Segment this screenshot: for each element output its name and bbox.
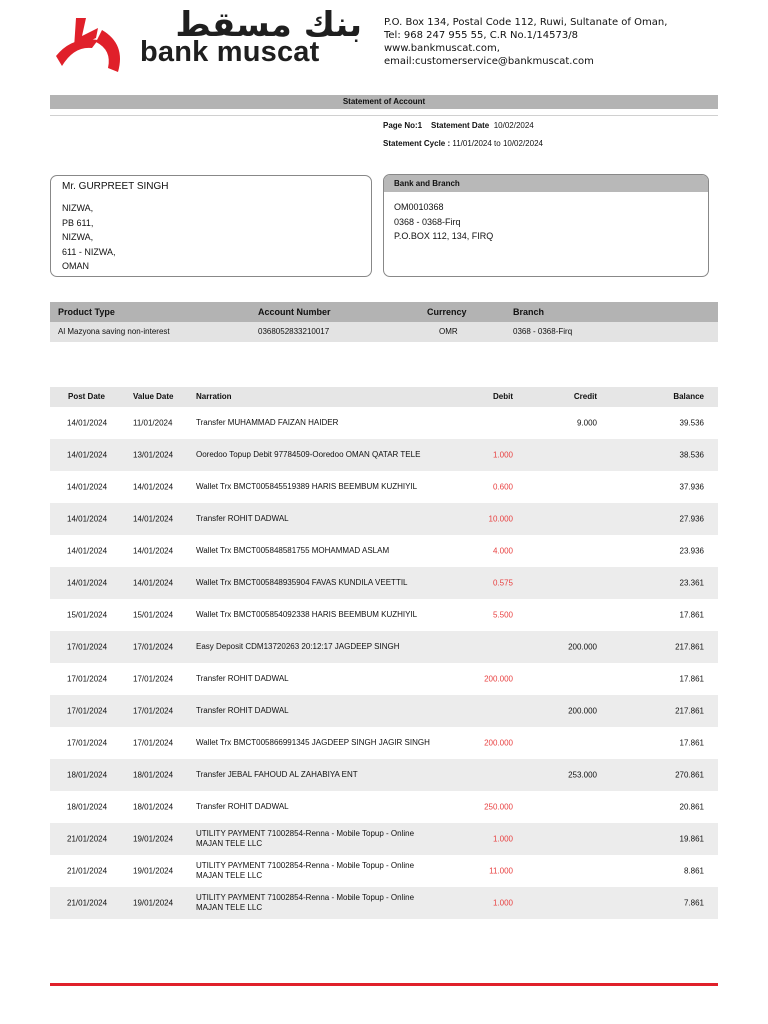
narration: Wallet Trx BMCT005848935904 FAVAS KUNDILA VEETTIL [196,578,408,587]
balance-amount: 8.861 [683,866,704,876]
debit-amount: 1.000 [492,898,513,908]
post-date: 17/01/2024 [67,738,108,748]
bank-branch-line: 0368 - 0368-Firq [394,216,461,227]
post-date: 17/01/2024 [67,674,108,684]
statement-meta-cycle [383,139,543,148]
table-row [50,567,718,599]
balance-amount: 17.861 [679,738,704,748]
value-date: 17/01/2024 [133,706,174,716]
value-date: 14/01/2024 [133,546,174,556]
account-number-value: 0368052833210017 [258,327,330,336]
product-type-value: Al Mazyona saving non-interest [58,327,170,336]
table-row [50,599,718,631]
table-row [50,727,718,759]
currency-value: OMR [439,327,458,336]
table-row [50,887,718,919]
value-date: 14/01/2024 [133,482,174,492]
debit-amount: 1.000 [492,450,513,460]
post-date: 21/01/2024 [67,834,108,844]
narration: UTILITY PAYMENT 71002854-Renna - Mobile Topup - Online MAJAN TELE LLC [196,829,415,848]
narration: Transfer ROHIT DADWAL [196,674,289,683]
balance-amount: 20.861 [679,802,704,812]
balance-amount: 37.936 [679,482,704,492]
table-row [50,663,718,695]
balance-amount: 7.861 [683,898,704,908]
value-date: 14/01/2024 [133,578,174,588]
value-date: 18/01/2024 [133,770,174,780]
balance-amount: 19.861 [679,834,704,844]
narration: Transfer ROHIT DADWAL [196,706,289,715]
post-date: 14/01/2024 [67,450,108,460]
table-row [50,439,718,471]
table-row [50,407,718,439]
narration: Transfer ROHIT DADWAL [196,802,289,811]
value-date: 17/01/2024 [133,738,174,748]
narration: UTILITY PAYMENT 71002854-Renna - Mobile Topup - Online MAJAN TELE LLC [196,861,415,880]
debit-amount: 250.000 [484,802,513,812]
narration: Transfer ROHIT DADWAL [196,514,289,523]
post-date: 15/01/2024 [67,610,108,620]
post-date: 18/01/2024 [67,802,108,812]
debit-amount: 5.500 [492,610,513,620]
customer-address [62,201,116,274]
debit-amount: 200.000 [484,738,513,748]
table-row [50,695,718,727]
narration: Wallet Trx BMCT005845519389 HARIS BEEMBUM KUZHIYIL [196,482,418,491]
post-date: 21/01/2024 [67,866,108,876]
customer-address-line: 611 - NIZWA, [62,246,116,257]
email-link[interactable]: email:customerservice@bankmuscat.com [384,56,594,67]
narration: Transfer JEBAL FAHOUD AL ZAHABIYA ENT [196,770,358,779]
credit-amount: 200.000 [568,706,597,716]
transactions-table-header [50,387,718,407]
transactions-table-body [50,407,718,919]
debit-amount: 1.000 [492,834,513,844]
narration: Wallet Trx BMCT005854092338 HARIS BEEMBUM KUZHIYIL [196,610,418,619]
value-date: 15/01/2024 [133,610,174,620]
address-line: Tel: 968 247 955 55, C.R No.1/14573/8 [384,30,578,41]
page-value: 1 [417,121,423,130]
col-value-date: Value Date [133,392,174,401]
col-currency: Currency [427,307,467,317]
narration: Easy Deposit CDM13720263 20:12:17 JAGDEEP SINGH [196,642,400,651]
bank-name: bank muscat [140,36,320,68]
narration: Wallet Trx BMCT005866991345 JAGDEEP SINGH JAGIR SINGH [196,738,430,747]
col-branch: Branch [513,307,545,317]
col-account-number: Account Number [258,307,331,317]
address-line: P.O. Box 134, Postal Code 112, Ruwi, Sultanate of Oman, [384,17,668,28]
col-post-date: Post Date [68,392,105,401]
credit-amount: 9.000 [576,418,597,428]
narration: Ooredoo Topup Debit 97784509-Ooredoo OMAN QATAR TELE [196,450,421,459]
statement-cycle-label: Statement Cycle : [383,139,451,148]
bank-branch-line: OM0010368 [394,202,444,212]
website-link[interactable]: www.bankmuscat.com, [384,43,500,54]
account-table-header [50,302,718,322]
value-date: 13/01/2024 [133,450,174,460]
credit-amount: 200.000 [568,642,597,652]
value-date: 18/01/2024 [133,802,174,812]
svg-text:بنك مسقط: بنك مسقط [175,5,362,42]
post-date: 14/01/2024 [67,546,108,556]
customer-address-line: PB 611, [62,217,94,228]
debit-amount: 0.575 [492,578,513,588]
balance-amount: 23.936 [679,546,704,556]
value-date: 17/01/2024 [133,674,174,684]
post-date: 17/01/2024 [67,706,108,716]
bank-muscat-logo-icon [52,14,132,78]
balance-amount: 17.861 [679,674,704,684]
post-date: 17/01/2024 [67,642,108,652]
post-date: 14/01/2024 [67,514,108,524]
post-date: 14/01/2024 [67,482,108,492]
debit-amount: 0.600 [492,482,513,492]
col-balance: Balance [673,392,704,401]
table-row [50,823,718,855]
value-date: 19/01/2024 [133,866,174,876]
post-date: 18/01/2024 [67,770,108,780]
balance-amount: 38.536 [679,450,704,460]
table-row [50,471,718,503]
branch-value: 0368 - 0368-Firq [513,327,573,336]
debit-amount: 10.000 [488,514,513,524]
value-date: 11/01/2024 [133,418,173,428]
table-row [50,759,718,791]
table-row [50,535,718,567]
balance-amount: 23.361 [679,578,704,588]
divider [50,115,718,116]
statement-date-value: 10/02/2024 [493,121,534,130]
bank-address-block [384,16,667,68]
balance-amount: 217.861 [675,706,704,716]
table-row [50,855,718,887]
statement-cycle-value: 11/01/2024 to 10/02/2024 [452,139,543,148]
col-narration: Narration [196,392,232,401]
customer-address-line: OMAN [62,261,89,272]
bank-branch-line: P.O.BOX 112, 134, FIRQ [394,231,494,242]
debit-amount: 11.000 [489,866,513,876]
narration: UTILITY PAYMENT 71002854-Renna - Mobile Topup - Online MAJAN TELE LLC [196,893,415,912]
credit-amount: 253.000 [568,770,597,780]
balance-amount: 17.861 [679,610,704,620]
statement-title: Statement of Account [50,95,718,109]
value-date: 19/01/2024 [133,898,174,908]
page-label: Page No: [383,121,418,130]
value-date: 19/01/2024 [133,834,174,844]
table-row [50,503,718,535]
debit-amount: 200.000 [484,674,513,684]
table-row [50,631,718,663]
balance-amount: 270.861 [675,770,704,780]
post-date: 21/01/2024 [67,898,108,908]
post-date: 14/01/2024 [67,418,108,428]
account-table-row [50,322,718,342]
statement-meta-page-date [383,121,534,130]
bank-branch-details [394,200,493,244]
customer-address-line: NIZWA, [62,203,94,213]
value-date: 14/01/2024 [133,514,174,524]
bank-branch-box [383,174,709,277]
balance-amount: 39.536 [679,418,704,428]
bank-branch-heading: Bank and Branch [384,175,708,192]
customer-address-line: NIZWA, [62,232,94,243]
narration: Transfer MUHAMMAD FAIZAN HAIDER [196,418,339,427]
col-debit: Debit [493,392,513,401]
balance-amount: 217.861 [675,642,704,652]
balance-amount: 27.936 [679,514,704,524]
customer-name: Mr. GURPREET SINGH [62,181,169,192]
post-date: 14/01/2024 [67,578,108,588]
customer-address-box [50,175,372,277]
value-date: 17/01/2024 [133,642,174,652]
statement-date-label: Statement Date [431,121,490,130]
col-product-type: Product Type [58,307,115,317]
narration: Wallet Trx BMCT005848581755 MOHAMMAD ASLAM [196,546,390,555]
table-row [50,791,718,823]
col-credit: Credit [573,392,597,401]
footer-divider [50,983,718,986]
debit-amount: 4.000 [492,546,513,556]
